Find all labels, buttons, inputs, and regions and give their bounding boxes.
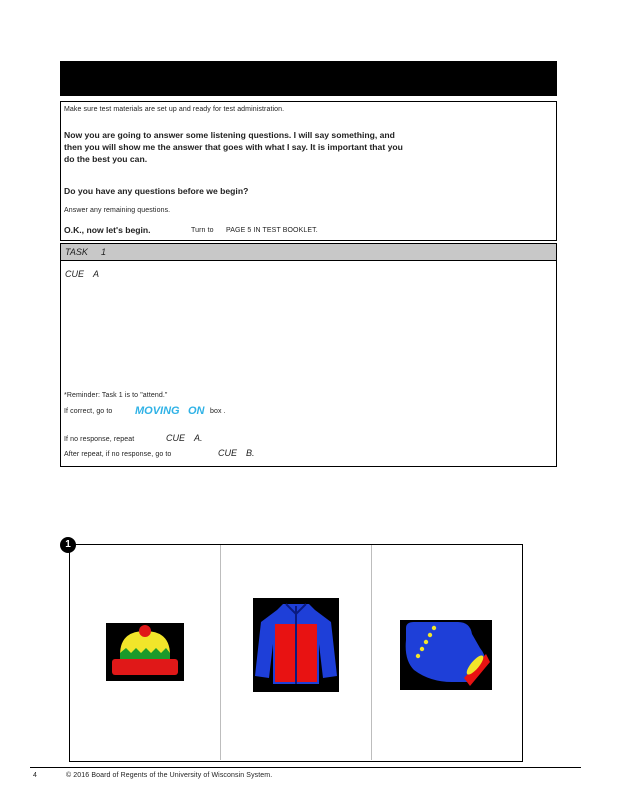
mitten-icon — [400, 620, 492, 690]
repeat-cue-label: CUE — [166, 433, 186, 443]
go-cue-letter: B. — [246, 448, 255, 458]
header-bar — [60, 61, 557, 96]
winter-hat-icon — [106, 623, 184, 681]
on-label: ON — [188, 405, 205, 417]
question-prompt: Do you have any questions before we begin? — [64, 186, 249, 196]
choice-hat[interactable] — [70, 545, 220, 760]
page-reference: PAGE 5 IN TEST BOOKLET. — [226, 227, 318, 234]
task-body — [60, 261, 557, 467]
if-correct-text: If correct, go to — [64, 408, 113, 415]
item-number-badge: 1 — [60, 537, 76, 553]
task-label: TASK — [65, 247, 88, 257]
choice-mitten[interactable] — [372, 545, 521, 760]
no-response-text: If no response, repeat — [64, 436, 135, 443]
intro-line-2: then you will show me the answer that goes with what I say. It is important that you — [64, 142, 403, 152]
moving-label: MOVING — [135, 405, 180, 417]
task-header — [60, 243, 557, 261]
cue-label: CUE — [65, 269, 85, 279]
intro-line-3: do the best you can. — [64, 154, 148, 164]
cue-letter: A — [93, 269, 100, 279]
turn-to-text: Turn to — [191, 227, 214, 234]
after-repeat-text: After repeat, if no response, go to — [64, 451, 172, 458]
jacket-icon — [253, 598, 339, 692]
copyright-text: © 2016 Board of Regents of the University of Wisconsin System. — [66, 772, 273, 779]
instructions-box — [60, 101, 557, 241]
choice-jacket[interactable] — [221, 545, 371, 760]
box-text: box . — [210, 408, 226, 415]
task-number: 1 — [101, 247, 107, 257]
footer-rule — [30, 767, 581, 768]
answer-note: Answer any remaining questions. — [64, 207, 171, 214]
repeat-cue-letter: A. — [194, 433, 203, 443]
intro-line-1: Now you are going to answer some listening questions. I will say something, and — [64, 130, 395, 140]
reminder-text: *Reminder: Task 1 is to "attend." — [64, 392, 168, 399]
page-number: 4 — [33, 772, 37, 779]
setup-note: Make sure test materials are set up and ready for test administration. — [64, 106, 285, 113]
go-cue-label: CUE — [218, 448, 238, 458]
begin-text: O.K., now let's begin. — [64, 225, 151, 235]
